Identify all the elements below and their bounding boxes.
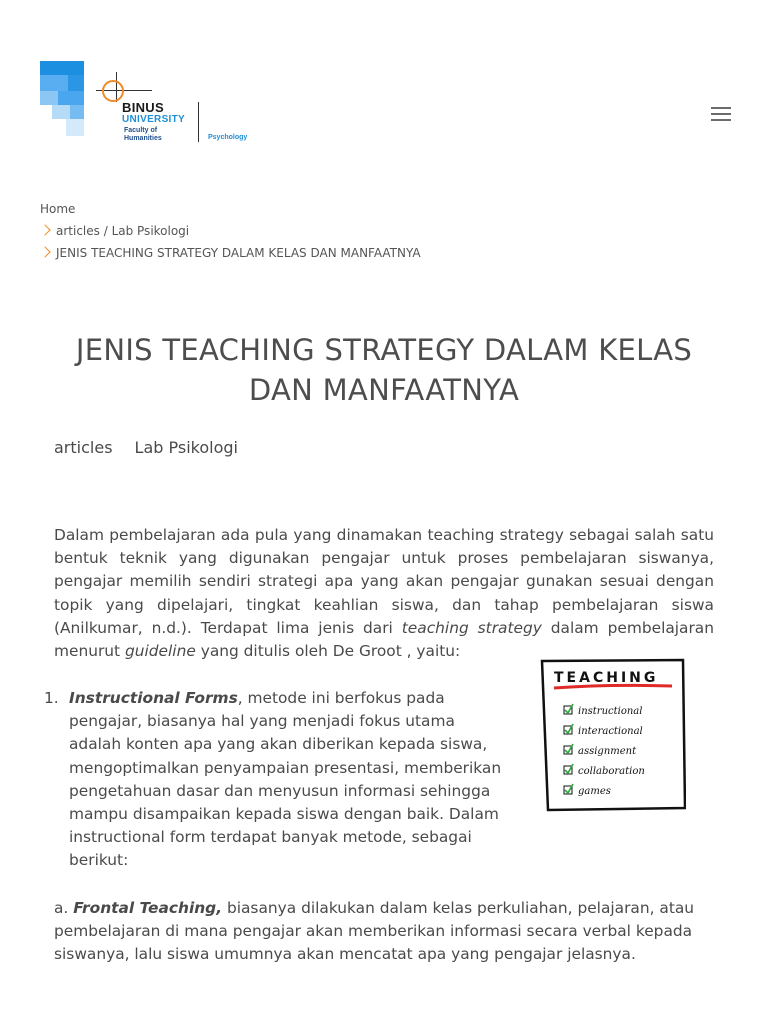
brand-name: BINUS <box>122 100 164 115</box>
binus-logo-blocks[interactable] <box>40 61 84 136</box>
intro-emphasis-teaching-strategy: teaching strategy <box>401 618 542 637</box>
binus-brand-logo[interactable] <box>96 72 256 147</box>
figure-item-games: games <box>578 786 611 797</box>
intro-text-c: yang ditulis oleh De Groot , yaitu: <box>195 642 461 661</box>
list-item-body <box>69 687 504 873</box>
brand-university: UNIVERSITY <box>122 114 186 125</box>
sub-item-prefix: a. <box>54 899 74 917</box>
tag-articles[interactable]: articles <box>54 438 113 457</box>
tag-lab-psikologi[interactable]: Lab Psikologi <box>134 438 238 457</box>
chevron-right-icon <box>40 244 54 262</box>
intro-text-a: Dalam pembelajaran ada pula yang dinamakan teaching strategy sebagai salah satu bentuk teknik yang digunakan pengajar untuk proses pembelajaran siswanya, pengajar memilih sendiri strategi apa yang akan pengajar gunakan sesuai dengan topik yang dipelajari, tingkat keahlian siswa, dan tahap pembelajaran siswa (Anilkumar, n.d.). Terdapat lima jenis dari <box>54 526 714 637</box>
figure-heading: TEACHING <box>554 670 659 686</box>
strategy-list-item <box>44 687 504 873</box>
figure-item-instructional: instructional <box>578 706 643 717</box>
hamburger-icon[interactable] <box>711 107 731 121</box>
teaching-checklist-image <box>540 658 686 812</box>
list-item-number: 1. <box>44 689 59 707</box>
intro-text-b: dalam pembelajaran menurut <box>54 618 714 661</box>
chevron-right-icon <box>40 222 54 240</box>
page-title: JENIS TEACHING STRATEGY DALAM KELAS DAN MANFAATNYA <box>75 333 693 407</box>
breadcrumb-current-label: JENIS TEACHING STRATEGY DALAM KELAS DAN MANFAATNYA <box>56 246 421 260</box>
sub-item-term: Frontal Teaching, <box>73 899 223 917</box>
teaching-illustration <box>540 658 686 812</box>
brand-divider <box>198 102 199 142</box>
breadcrumb-home-label[interactable]: Home <box>40 202 76 216</box>
breadcrumb-section-label[interactable]: articles / Lab Psikologi <box>56 224 190 238</box>
breadcrumb-home[interactable] <box>40 198 421 220</box>
list-item-term: Instructional Forms <box>69 689 238 707</box>
figure-item-assignment: assignment <box>578 746 637 757</box>
breadcrumb-section[interactable] <box>40 220 421 242</box>
intro-emphasis-guideline: guideline <box>124 642 196 661</box>
breadcrumb-current <box>40 242 421 264</box>
sub-item-frontal-teaching <box>54 897 714 967</box>
breadcrumb <box>40 198 421 264</box>
brand-faculty: Faculty of Humanities <box>124 127 162 142</box>
figure-item-collaboration: collaboration <box>578 766 645 777</box>
logo-ring-icon <box>102 80 124 102</box>
brand-department: Psychology <box>208 134 248 141</box>
intro-paragraph <box>54 524 714 663</box>
figure-item-interactional: interactional <box>578 726 643 737</box>
list-item-text: , metode ini berfokus pada pengajar, biasanya hal yang menjadi fokus utama adalah konten apa yang akan diberikan kepada siswa, mengoptimalkan penyampaian presentasi, memberikan pengetahuan dasar dan menyusun informasi sehingga mampu disampaikan kepada siswa dengan baik. Dalam instructional form terdapat banyak metode, sebagai berikut: <box>69 689 502 870</box>
site-header <box>0 0 768 180</box>
article-tags <box>54 438 238 457</box>
sub-item-text: biasanya dilakukan dalam kelas perkuliahan, pelajaran, atau pembelajaran di mana pengajar akan memberikan informasi secara verbal kepada siswanya, lalu siswa umumnya akan mencatat apa yang pengajar jelasnya. <box>54 899 695 964</box>
